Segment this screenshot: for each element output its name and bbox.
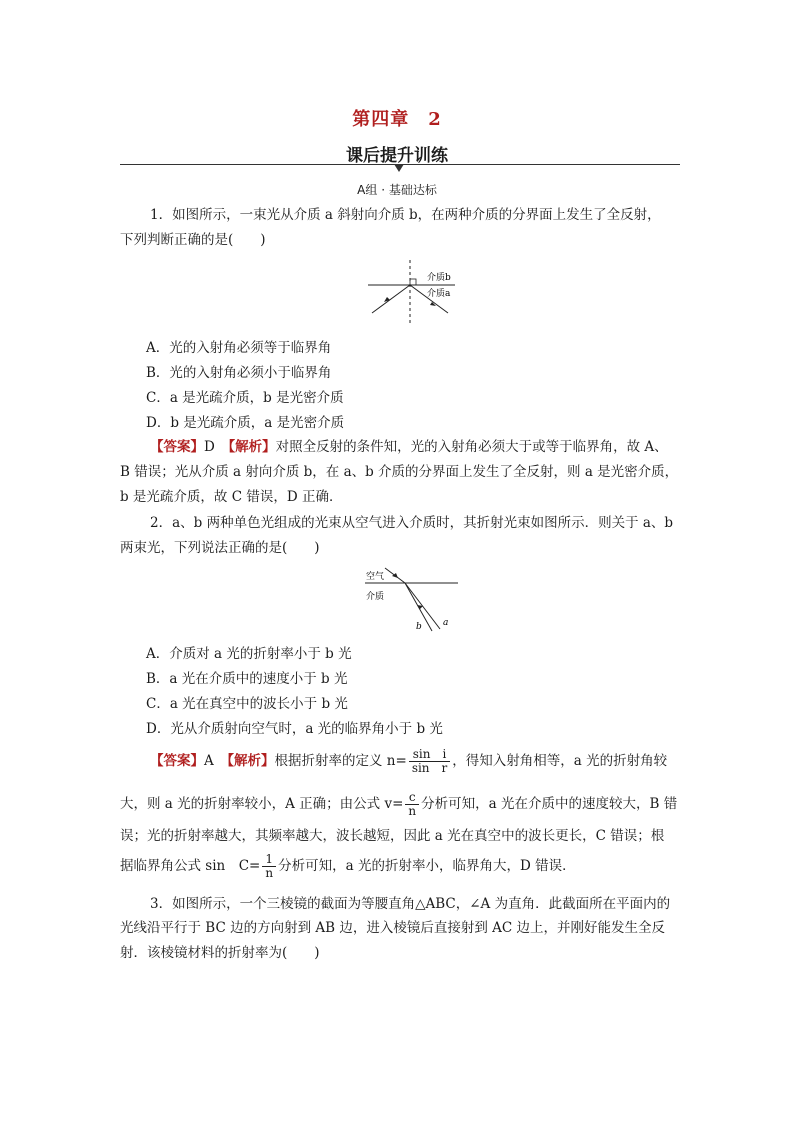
q2-analysis-line2: [120, 791, 677, 818]
q1-right-angle-mark: [410, 279, 416, 285]
q2-analysis-pre2: 大，则 a 光的折射率较小，A 正确；由公式 v=: [120, 796, 404, 812]
q2-label-b: b: [416, 622, 422, 632]
q2-stem-line2: 两束光，下列说法正确的是( ): [120, 540, 320, 556]
q1-stem-line2: 下列判断正确的是( ): [120, 232, 266, 248]
q2-label-air: 空气: [366, 572, 385, 582]
q3-stem-line3: 射．该棱镜材料的折射率为( ): [120, 945, 320, 961]
q1-option-d: D．b 是光疏介质，a 是光密介质: [146, 415, 345, 431]
section-subtitle: 课后提升训练: [346, 146, 448, 166]
q2-refraction-diagram: [360, 563, 470, 635]
q2-frac1-denominator: sin r: [411, 761, 448, 775]
q2-label-a: a: [443, 618, 449, 628]
group-heading: A组 · 基础达标: [357, 183, 437, 197]
q1-analysis-text1: 对照全反射的条件知，光的入射角必须大于或等于临界角，故 A、: [275, 439, 668, 455]
q2-frac3-denominator: n: [265, 866, 274, 880]
q3-stem-line1: 3．如图所示，一个三棱镜的截面为等腰直角△ABC，∠A 为直角．此截面所在平面内的: [150, 896, 671, 912]
q1-answer-line1: [150, 437, 668, 457]
q3-stem-line2: 光线沿平行于 BC 边的方向射到 AB 边，进入棱镜后直接射到 AC 边上，并刚好能发生全反: [120, 920, 665, 936]
q2-answer-tag: 【答案】: [150, 753, 204, 769]
q1-incident-ray: [372, 285, 410, 313]
q2-fraction-speed: [405, 791, 419, 818]
q2-stem-line1: 2．a、b 两种单色光组成的光束从空气进入介质时，其折射光束如图所示．则关于 a、b: [150, 515, 674, 531]
q2-answer-value: A: [204, 753, 214, 769]
q1-total-reflection-diagram: [360, 258, 470, 328]
q2-option-d: D．光从介质射向空气时，a 光的临界角小于 b 光: [146, 721, 443, 737]
q1-analysis-line3: b 是光疏介质，故 C 错误，D 正确．: [120, 489, 343, 505]
q2-option-b: B．a 光在介质中的速度小于 b 光: [146, 671, 348, 687]
q1-incident-arrow-icon: [384, 297, 390, 302]
chapter-title: 第四章 2: [352, 109, 442, 130]
q1-option-b: B．光的入射角必须小于临界角: [146, 365, 332, 381]
q1-answer-value: D: [204, 439, 215, 455]
q1-label-medium-b: 介质b: [427, 273, 451, 283]
q2-option-a: A．介质对 a 光的折射率小于 b 光: [146, 646, 352, 662]
q2-frac2-numerator: c: [405, 791, 419, 805]
q2-analysis-pre4: 据临界角公式 sin C=: [120, 858, 261, 874]
q1-stem-line1: 1．如图所示，一束光从介质 a 斜射向介质 b，在两种介质的分界面上发生了全反射，: [150, 207, 661, 223]
q2-label-medium: 介质: [366, 592, 385, 602]
q2-analysis-pre1: 根据折射率的定义 n=: [274, 753, 407, 769]
q2-option-c: C．a 光在真空中的波长小于 b 光: [146, 696, 348, 712]
q2-fraction-critical-angle: [262, 853, 276, 880]
q1-analysis-tag: 【解析】: [228, 439, 276, 455]
q1-option-c: C．a 是光疏介质，b 是光密介质: [146, 390, 344, 406]
q1-analysis-line2: B 错误；光从介质 a 射向介质 b，在 a、b 介质的分界面上发生了全反射，则 a 是光密介质，: [120, 464, 679, 480]
q2-answer-line1: [150, 748, 667, 775]
q2-analysis-line3: 误；光的折射率越大，其频率越大，波长越短，因此 a 光在真空中的波长更长，C 错误；根: [120, 828, 665, 844]
q2-frac3-numerator: 1: [262, 853, 276, 867]
q1-label-medium-a: 介质a: [427, 289, 451, 299]
q2-analysis-line4: [120, 853, 576, 880]
q2-analysis-post1: ，得知入射角相等，a 光的折射角较: [452, 753, 668, 769]
q2-analysis-post2: 分析可知，a 光在介质中的速度较大，B 错: [421, 796, 678, 812]
q2-frac1-numerator: sin i: [409, 748, 450, 762]
q2-frac2-denominator: n: [408, 804, 417, 818]
q2-fraction-refractive-index: [409, 748, 450, 775]
q1-answer-tag: 【答案】: [150, 439, 204, 455]
q1-option-a: A．光的入射角必须等于临界角: [146, 340, 332, 356]
q2-analysis-post4: 分析可知，a 光的折射率小，临界角大，D 错误．: [278, 858, 576, 874]
divider-arrow-icon: [394, 164, 404, 172]
q2-analysis-tag: 【解析】: [227, 753, 275, 769]
